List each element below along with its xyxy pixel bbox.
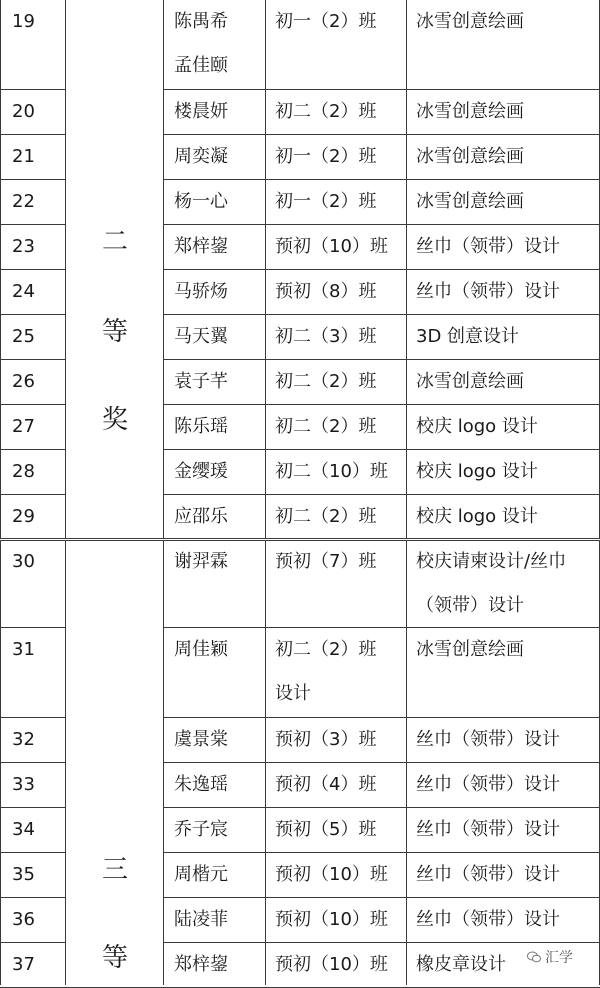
class-name-line: 初一（2）班 [275, 191, 377, 212]
project-name [416, 180, 524, 224]
class-name [275, 90, 376, 134]
project-name-line: 冰雪创意绘画 [416, 11, 524, 32]
class-name-line: 预初（4）班 [275, 774, 377, 795]
row-number-line: 25 [12, 326, 35, 347]
prize-merged-cell [66, 1, 163, 537]
class-name [275, 360, 376, 404]
column-divider [406, 0, 407, 985]
row-number-line: 36 [12, 909, 35, 930]
class-name-line: 初二（2）班 [275, 371, 377, 392]
project-name-line: 校庆 logo 设计 [416, 461, 538, 482]
student-name [174, 360, 228, 404]
student-name-line: 周楷元 [174, 864, 228, 885]
student-name [174, 90, 228, 134]
row-number-line: 35 [12, 864, 35, 885]
row-number [12, 898, 35, 942]
class-name [275, 808, 376, 852]
project-name [416, 360, 524, 404]
project-name-line: 3D 创意设计 [416, 326, 520, 347]
project-name [416, 495, 538, 539]
row-number [12, 495, 35, 539]
project-name-line: 橡皮章设计 [416, 954, 506, 975]
student-name [174, 135, 228, 179]
row-number-line: 22 [12, 191, 35, 212]
row-number [12, 943, 35, 987]
class-name [275, 135, 376, 179]
class-name-line: 预初（5）班 [275, 819, 377, 840]
row-number [12, 853, 35, 897]
row-number-line: 37 [12, 954, 35, 975]
prize-level-char: 奖 [101, 405, 128, 435]
row-number-line: 19 [12, 11, 35, 32]
student-name-line: 应邵乐 [174, 506, 228, 527]
student-name-line-2: 孟佳颐 [174, 55, 228, 76]
student-name [174, 943, 228, 987]
student-name-line: 周佳颖 [174, 639, 228, 660]
student-name-line: 金缨瑗 [174, 461, 228, 482]
project-name-line: 冰雪创意绘画 [416, 146, 524, 167]
project-name-line: 丝巾（领带）设计 [416, 909, 560, 930]
student-name-line: 马骄炀 [174, 281, 228, 302]
class-name [275, 495, 376, 539]
class-name-line: 预初（10）班 [275, 236, 388, 257]
project-name [416, 808, 560, 852]
project-name-line: 校庆 logo 设计 [416, 416, 538, 437]
project-name [416, 898, 560, 942]
student-name-line: 郑梓鋆 [174, 954, 228, 975]
project-name-line: 冰雪创意绘画 [416, 101, 524, 122]
student-name [174, 0, 228, 88]
student-name-line: 朱逸瑶 [174, 774, 228, 795]
class-name-line: 初一（2）班 [275, 146, 377, 167]
project-name-line: 冰雪创意绘画 [416, 639, 524, 660]
project-name-line-2: （领带）设计 [416, 595, 524, 616]
student-name-line: 马天翼 [174, 326, 228, 347]
project-name-line: 校庆请柬设计/丝巾 [416, 551, 567, 572]
row-number [12, 315, 35, 359]
row-number-line: 26 [12, 371, 35, 392]
project-name-line: 丝巾（领带）设计 [416, 774, 560, 795]
class-name-line: 初二（2）班 [275, 639, 377, 660]
column-divider [0, 0, 1, 985]
prize-level-char: 等 [101, 943, 128, 973]
student-name [174, 628, 228, 672]
student-name [174, 898, 228, 942]
row-number [12, 0, 35, 44]
class-name [275, 540, 376, 584]
student-name-line: 陈乐瑶 [174, 416, 228, 437]
project-name [416, 0, 524, 44]
student-name [174, 405, 228, 449]
student-name [174, 808, 228, 852]
student-name-line: 楼晨妍 [174, 101, 228, 122]
row-number [12, 180, 35, 224]
row-number-line: 32 [12, 729, 35, 750]
row-number-line: 33 [12, 774, 35, 795]
student-name-line: 陆凌菲 [174, 909, 228, 930]
row-number-line: 21 [12, 146, 35, 167]
student-name [174, 450, 228, 494]
class-name [275, 943, 388, 987]
project-name [416, 943, 506, 987]
student-name-line: 郑梓鋆 [174, 236, 228, 257]
project-name [416, 90, 524, 134]
student-name [174, 315, 228, 359]
class-name-line: 预初（10）班 [275, 954, 388, 975]
student-name [174, 718, 228, 762]
class-name-line: 预初（10）班 [275, 909, 388, 930]
row-number [12, 225, 35, 269]
project-name [416, 225, 560, 269]
row-number-line: 24 [12, 281, 35, 302]
project-name [416, 718, 560, 762]
project-name [416, 405, 538, 449]
class-name [275, 0, 376, 44]
project-name [416, 270, 560, 314]
student-name [174, 180, 228, 224]
class-name [275, 718, 376, 762]
student-name-line: 杨一心 [174, 191, 228, 212]
class-name [275, 180, 376, 224]
project-name [416, 763, 560, 807]
student-name-line: 陈禺希 [174, 11, 228, 32]
class-name [275, 853, 388, 897]
row-number [12, 405, 35, 449]
class-name-line: 初二（10）班 [275, 461, 388, 482]
project-name-line: 冰雪创意绘画 [416, 191, 524, 212]
class-name-line: 初二（2）班 [275, 101, 377, 122]
project-name-line: 丝巾（领带）设计 [416, 281, 560, 302]
student-name-line: 袁子芊 [174, 371, 228, 392]
student-name [174, 270, 228, 314]
class-name [275, 628, 376, 716]
row-number [12, 270, 35, 314]
class-name-line: 初二（3）班 [275, 326, 377, 347]
student-name-line: 虞景棠 [174, 729, 228, 750]
student-name-line: 周奕凝 [174, 146, 228, 167]
student-name [174, 225, 228, 269]
prize-merged-cell [66, 542, 163, 984]
prize-level-char: 二 [101, 227, 128, 257]
column-divider [265, 0, 266, 985]
class-name-line: 初二（2）班 [275, 506, 377, 527]
row-number [12, 450, 35, 494]
row-number [12, 808, 35, 852]
project-name-line: 丝巾（领带）设计 [416, 864, 560, 885]
class-name-line: 预初（8）班 [275, 281, 377, 302]
project-name [416, 450, 538, 494]
class-name-line-2: 设计 [275, 683, 311, 704]
row-number [12, 90, 35, 134]
row-number-line: 20 [12, 101, 35, 122]
row-number-line: 29 [12, 506, 35, 527]
project-name [416, 315, 519, 359]
student-name-line: 乔子宸 [174, 819, 228, 840]
project-name-line: 丝巾（领带）设计 [416, 729, 560, 750]
student-name [174, 495, 228, 539]
class-name-line: 初一（2）班 [275, 11, 377, 32]
project-name [416, 853, 560, 897]
project-name [416, 135, 524, 179]
prize-level-char: 等 [101, 317, 128, 347]
watermark-text: 汇学 [545, 950, 573, 966]
row-number [12, 135, 35, 179]
class-name [275, 315, 376, 359]
row-number-line: 28 [12, 461, 35, 482]
row-number [12, 540, 35, 584]
row-number-line: 30 [12, 551, 35, 572]
class-name-line: 初二（2）班 [275, 416, 377, 437]
row-number-line: 27 [12, 416, 35, 437]
watermark [527, 948, 573, 968]
student-name [174, 853, 228, 897]
row-number-line: 31 [12, 639, 35, 660]
group-separator [0, 538, 600, 541]
class-name [275, 898, 388, 942]
row-number-line: 34 [12, 819, 35, 840]
class-name-line: 预初（3）班 [275, 729, 377, 750]
row-number [12, 360, 35, 404]
project-name-line: 丝巾（领带）设计 [416, 236, 560, 257]
column-divider [163, 0, 164, 985]
row-number [12, 718, 35, 762]
project-name [416, 628, 524, 672]
project-name-line: 丝巾（领带）设计 [416, 819, 560, 840]
row-number [12, 763, 35, 807]
class-name [275, 225, 388, 269]
class-name-line: 预初（10）班 [275, 864, 388, 885]
student-name [174, 540, 228, 584]
class-name [275, 763, 376, 807]
row-number [12, 628, 35, 672]
row-number-line: 23 [12, 236, 35, 257]
class-name [275, 405, 376, 449]
class-name-line: 预初（7）班 [275, 551, 377, 572]
student-name [174, 763, 228, 807]
student-name-line: 谢羿霖 [174, 551, 228, 572]
class-name [275, 270, 376, 314]
project-name [416, 540, 566, 628]
class-name [275, 450, 388, 494]
project-name-line: 冰雪创意绘画 [416, 371, 524, 392]
prize-level-char: 三 [101, 855, 128, 885]
project-name-line: 校庆 logo 设计 [416, 506, 538, 527]
wechat-icon [527, 951, 541, 963]
